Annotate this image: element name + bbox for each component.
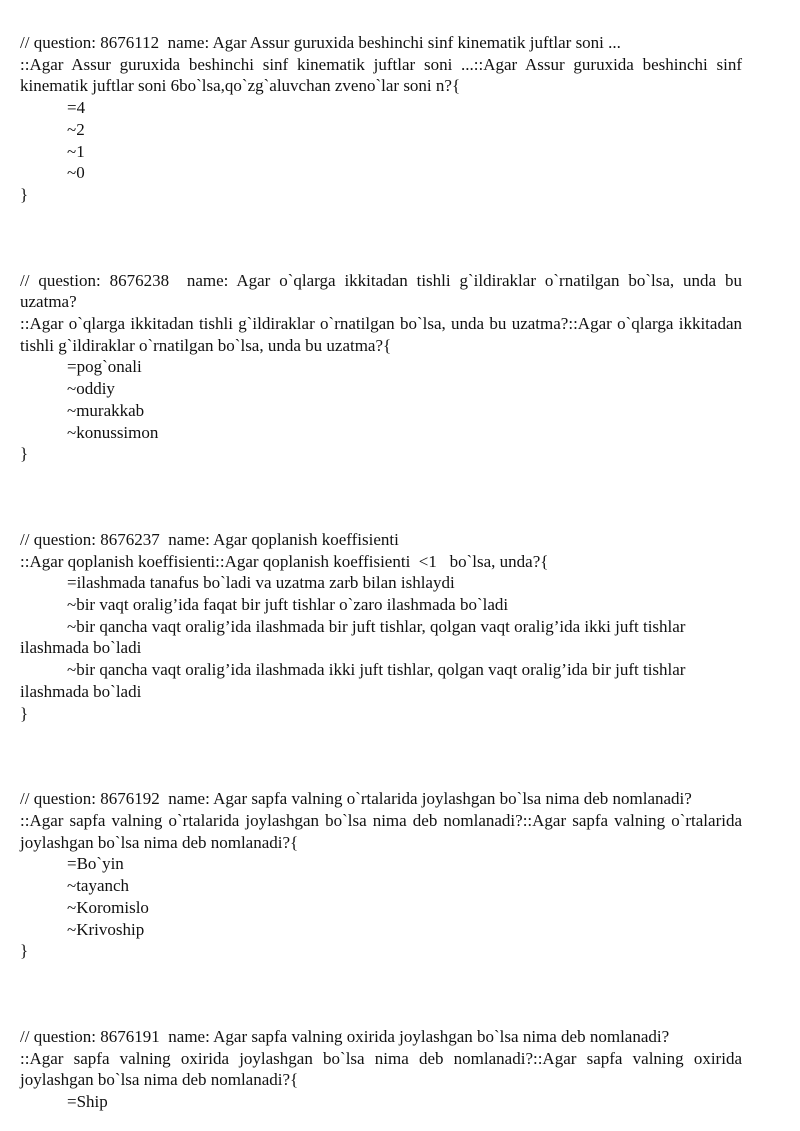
closing-brace: } bbox=[20, 941, 29, 961]
question-block bbox=[20, 788, 747, 962]
question-body: ::Agar qoplanish koeffisienti::Agar qoplanish koeffisienti <1 bo`lsa, unda?{ bbox=[20, 551, 549, 571]
answer-option: ~konussimon bbox=[67, 422, 159, 442]
answer-option: =ilashmada tanafus bo`ladi va uzatma zarb bilan ishlaydi bbox=[67, 573, 455, 593]
answer-option: =pog`onali bbox=[67, 357, 142, 377]
question-body: ::Agar o`qlarga ikkitadan tishli g`ildiraklar o`rnatilgan bo`lsa, unda bu uzatma?::Agar o`qlarga ikkitadan tishli g`ildiraklar o`rnatilgan bo`lsa, unda bu uzatma?{ bbox=[20, 314, 747, 355]
question-body: ::Agar Assur guruxida beshinchi sinf kinematik juftlar soni ...::Agar Assur guruxida beshinchi sinf kinematik juftlar soni 6bo`lsa,qo`zg`aluvchan zveno`lar soni n?{ bbox=[20, 54, 747, 96]
answer-option: ~0 bbox=[67, 163, 85, 183]
question-header: // question: 8676237 name: Agar qoplanish koeffisienti bbox=[20, 529, 399, 549]
question-body: ::Agar sapfa valning oxirida joylashgan bo`lsa nima deb nomlanadi?::Agar sapfa valning oxirida joylashgan bo`lsa nima deb nomlanadi?{ bbox=[20, 1048, 747, 1090]
answer-option-continuation: ilashmada bo`ladi bbox=[20, 638, 142, 658]
answer-option-continuation: ilashmada bo`ladi bbox=[20, 681, 142, 701]
closing-brace: } bbox=[20, 703, 29, 723]
question-block bbox=[20, 1026, 747, 1113]
question-header: // question: 8676192 name: Agar sapfa valning o`rtalarida joylashgan bo`lsa nima deb nomlanadi? bbox=[20, 789, 692, 809]
answer-option: =Ship bbox=[67, 1092, 108, 1112]
question-body: ::Agar sapfa valning o`rtalarida joylashgan bo`lsa nima deb nomlanadi?::Agar sapfa valning o`rtalarida joylashgan bo`lsa nima deb nomlanadi?{ bbox=[20, 810, 747, 852]
answer-option: ~bir vaqt oralig’ida faqat bir juft tishlar o`zaro ilashmada bo`ladi bbox=[67, 595, 509, 615]
answer-option: ~bir qancha vaqt oralig’ida ilashmada bir juft tishlar, qolgan vaqt oralig’ida ikki juft tishlar bbox=[67, 616, 686, 636]
question-block bbox=[20, 32, 747, 206]
answer-option: ~1 bbox=[67, 141, 85, 161]
document-page bbox=[20, 32, 747, 1113]
answer-option: ~oddiy bbox=[67, 379, 115, 399]
answer-option: =Bo`yin bbox=[67, 854, 124, 874]
closing-brace: } bbox=[20, 184, 29, 204]
question-header: // question: 8676112 name: Agar Assur guruxida beshinchi sinf kinematik juftlar soni ... bbox=[20, 33, 621, 52]
question-header: // question: 8676238 name: Agar o`qlarga ikkitadan tishli g`ildiraklar o`rnatilgan bo`lsa, unda bu uzatma? bbox=[20, 270, 747, 312]
answer-option: ~tayanch bbox=[67, 876, 130, 896]
answer-option: ~Koromislo bbox=[67, 897, 149, 917]
answer-option: ~2 bbox=[67, 119, 85, 139]
question-block bbox=[20, 529, 742, 724]
answer-option: ~murakkab bbox=[67, 400, 145, 420]
closing-brace: } bbox=[20, 444, 29, 464]
answer-option: =4 bbox=[67, 98, 86, 118]
answer-option: ~bir qancha vaqt oralig’ida ilashmada ikki juft tishlar, qolgan vaqt oralig’ida bir juft tishlar bbox=[67, 660, 686, 680]
answer-option: ~Krivoship bbox=[67, 919, 145, 939]
question-header: // question: 8676191 name: Agar sapfa valning oxirida joylashgan bo`lsa nima deb nomlanadi? bbox=[20, 1026, 670, 1046]
question-block bbox=[20, 270, 747, 465]
